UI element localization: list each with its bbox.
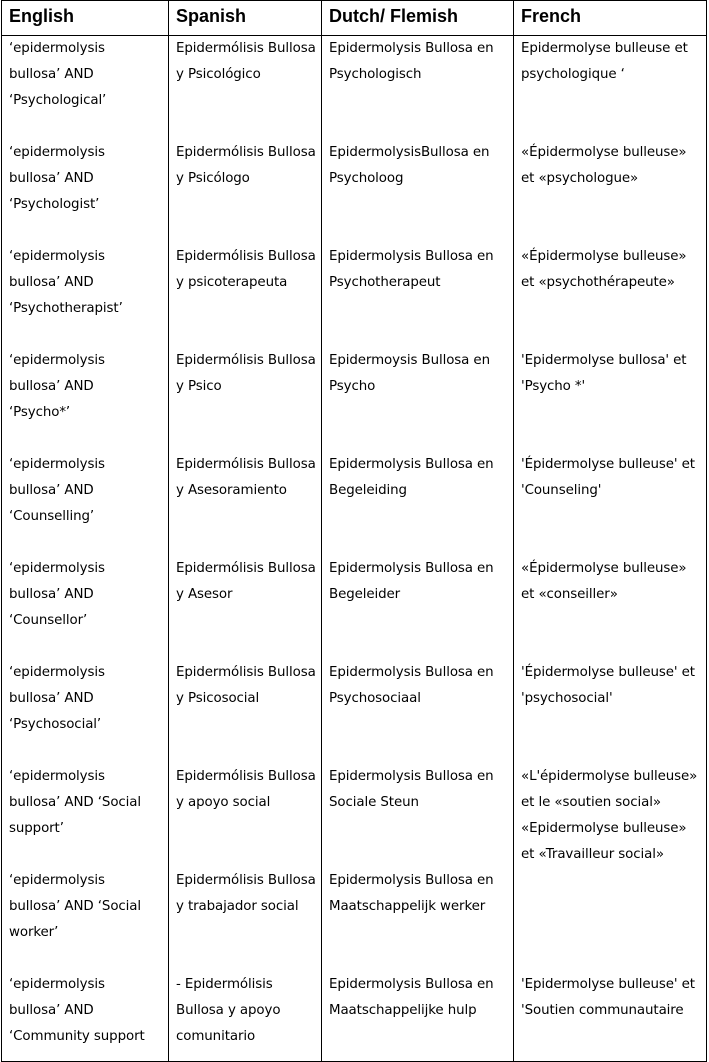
cell-dutch-flemish: [322, 36, 514, 140]
cell-line: Epidermolysis Bullosa en: [329, 560, 494, 576]
header-english: English: [2, 1, 169, 36]
cell-english: [2, 556, 169, 660]
cell-line: Psycholoog: [329, 170, 404, 186]
cell-line: Begeleiding: [329, 482, 407, 498]
cell-dutch-flemish: [322, 452, 514, 556]
cell-line: ‘Counselling’: [9, 508, 95, 524]
cell-french: [514, 244, 707, 348]
cell-line: et le «soutien social»: [521, 794, 661, 810]
cell-line: support’: [9, 820, 64, 836]
cell-line: Epidermolysis Bullosa en: [329, 768, 494, 784]
cell-line: Psychosociaal: [329, 690, 421, 706]
cell-line: Psychotherapeut: [329, 274, 441, 290]
cell-line: y Asesor: [176, 586, 233, 602]
cell-line: Epidermólisis Bullosa: [176, 872, 316, 888]
cell-line: y psicoterapeuta: [176, 274, 288, 290]
cell-line: EpidermolysisBullosa en: [329, 144, 490, 160]
cell-line: Epidermólisis Bullosa: [176, 352, 316, 368]
cell-line: Epidermólisis Bullosa: [176, 560, 316, 576]
cell-line: Maatschappelijke hulp: [329, 1002, 477, 1018]
cell-line: bullosa’ AND ‘Social: [9, 794, 142, 810]
cell-french: [514, 972, 707, 1062]
cell-line: y apoyo social: [176, 794, 271, 810]
cell-line: «Épidermolyse bulleuse»: [521, 144, 687, 160]
header-french: French: [514, 1, 707, 36]
cell-line: ‘Psycho*’: [9, 404, 71, 420]
cell-line: Epidermólisis Bullosa: [176, 456, 316, 472]
cell-line: «Epidermolyse bulleuse»: [521, 820, 687, 836]
cell-line: Epidermólisis Bullosa: [176, 144, 316, 160]
cell-english: [2, 348, 169, 452]
cell-line: Begeleider: [329, 586, 401, 602]
cell-french: [514, 556, 707, 660]
cell-english: [2, 140, 169, 244]
cell-french: [514, 36, 707, 140]
table-row: [2, 972, 707, 1062]
cell-line: 'Épidermolyse bulleuse' et: [521, 456, 695, 472]
cell-english: [2, 36, 169, 140]
cell-french: [514, 452, 707, 556]
cell-line: Epidermolysis Bullosa en: [329, 976, 494, 992]
cell-dutch-flemish: [322, 140, 514, 244]
cell-line: ‘Counsellor’: [9, 612, 88, 628]
cell-line: 'Epidermolyse bullosa' et: [521, 352, 687, 368]
cell-line: Psychologisch: [329, 67, 422, 82]
cell-english: [2, 868, 169, 972]
cell-dutch-flemish: [322, 660, 514, 764]
cell-line: Epidermólisis Bullosa: [176, 664, 316, 680]
cell-line: Sociale Steun: [329, 794, 419, 810]
cell-english: [2, 244, 169, 348]
cell-dutch-flemish: [322, 244, 514, 348]
header-dutch-flemish: Dutch/ Flemish: [322, 1, 514, 36]
cell-line: bullosa’ AND: [9, 690, 94, 706]
cell-line: 'Soutien communautaire: [521, 1002, 684, 1018]
cell-french: [514, 764, 707, 868]
cell-line: 'psychosocial': [521, 690, 613, 706]
table-row: [2, 764, 707, 868]
cell-dutch-flemish: [322, 868, 514, 972]
table-row: [2, 244, 707, 348]
cell-line: y Psico: [176, 378, 222, 394]
cell-line: et «Travailleur social»: [521, 846, 664, 862]
cell-line: et «psychothérapeute»: [521, 274, 675, 290]
cell-line: y trabajador social: [176, 898, 299, 914]
cell-spanish: [169, 140, 322, 244]
cell-line: ‘epidermolysis: [9, 768, 105, 784]
cell-line: et «conseiller»: [521, 586, 618, 602]
cell-line: ‘epidermolysis: [9, 560, 105, 576]
cell-line: bullosa’ AND ‘Social: [9, 898, 142, 914]
cell-line: bullosa’ AND: [9, 170, 94, 186]
cell-line: bullosa’ AND: [9, 274, 94, 290]
cell-line: ‘epidermolysis: [9, 872, 105, 888]
cell-line: Epidermoysis Bullosa en: [329, 352, 490, 368]
cell-english: [2, 764, 169, 868]
cell-dutch-flemish: [322, 348, 514, 452]
cell-english: [2, 452, 169, 556]
cell-line: 'Psycho *': [521, 378, 586, 394]
cell-line: Bullosa y apoyo: [176, 1002, 281, 1018]
cell-line: comunitario: [176, 1028, 256, 1044]
cell-spanish: [169, 972, 322, 1062]
cell-line: «Épidermolyse bulleuse»: [521, 248, 687, 264]
cell-line: ‘epidermolysis: [9, 248, 105, 264]
cell-line: - Epidermólisis: [176, 976, 273, 992]
cell-french: [514, 868, 707, 972]
cell-line: y Psicólogo: [176, 170, 250, 186]
cell-line: ‘Psychotherapist’: [9, 300, 123, 316]
cell-spanish: [169, 244, 322, 348]
cell-line: ‘epidermolysis: [9, 41, 105, 56]
cell-spanish: [169, 556, 322, 660]
cell-line: «Épidermolyse bulleuse»: [521, 560, 687, 576]
cell-line: ‘Psychologist’: [9, 196, 100, 212]
cell-line: ‘epidermolysis: [9, 664, 105, 680]
cell-line: bullosa’ AND: [9, 67, 94, 82]
cell-line: psychologique ‘: [521, 67, 625, 82]
cell-spanish: [169, 764, 322, 868]
cell-dutch-flemish: [322, 764, 514, 868]
cell-dutch-flemish: [322, 556, 514, 660]
cell-line: y Psicosocial: [176, 690, 260, 706]
cell-line: ‘Psychosocial’: [9, 716, 102, 732]
header-row: [2, 1, 707, 36]
cell-english: [2, 660, 169, 764]
cell-line: bullosa’ AND: [9, 378, 94, 394]
cell-line: y Psicológico: [176, 67, 261, 82]
cell-spanish: [169, 452, 322, 556]
cell-french: [514, 660, 707, 764]
cell-line: bullosa’ AND: [9, 482, 94, 498]
table-row: [2, 868, 707, 972]
cell-line: Maatschappelijk werker: [329, 898, 486, 914]
table-row: [2, 140, 707, 244]
cell-line: worker’: [9, 924, 59, 940]
cell-line: ‘epidermolysis: [9, 976, 105, 992]
cell-line: ‘Psychological’: [9, 93, 107, 108]
cell-line: Epidermolysis Bullosa en: [329, 664, 494, 680]
cell-line: ‘epidermolysis: [9, 352, 105, 368]
cell-line: Epidermólisis Bullosa: [176, 248, 316, 264]
cell-line: Epidermolysis Bullosa en: [329, 456, 494, 472]
cell-line: et «psychologue»: [521, 170, 639, 186]
cell-line: Epidermolysis Bullosa en: [329, 248, 494, 264]
table-row: [2, 556, 707, 660]
cell-line: Epidermólisis Bullosa: [176, 41, 316, 56]
cell-line: y Asesoramiento: [176, 482, 287, 498]
cell-line: Epidermólisis Bullosa: [176, 768, 316, 784]
cell-french: [514, 348, 707, 452]
cell-line: ‘epidermolysis: [9, 144, 105, 160]
cell-line: 'Epidermolyse bulleuse' et: [521, 976, 695, 992]
cell-line: Psycho: [329, 378, 376, 394]
search-terms-table: [1, 0, 707, 1062]
cell-line: 'Épidermolyse bulleuse' et: [521, 664, 695, 680]
table-row: [2, 660, 707, 764]
table-row: [2, 348, 707, 452]
cell-spanish: [169, 868, 322, 972]
cell-line: bullosa’ AND: [9, 586, 94, 602]
cell-english: [2, 972, 169, 1062]
cell-spanish: [169, 36, 322, 140]
cell-line: ‘Community support: [9, 1028, 145, 1044]
cell-dutch-flemish: [322, 972, 514, 1062]
cell-spanish: [169, 348, 322, 452]
header-spanish: Spanish: [169, 1, 322, 36]
cell-line: «L'épidermolyse bulleuse»: [521, 768, 698, 784]
table-row: [2, 452, 707, 556]
cell-line: ‘epidermolysis: [9, 456, 105, 472]
cell-spanish: [169, 660, 322, 764]
cell-line: Epidermolysis Bullosa en: [329, 41, 494, 56]
cell-french: [514, 140, 707, 244]
cell-line: 'Counseling': [521, 482, 602, 498]
cell-line: Epidermolyse bulleuse et: [521, 41, 688, 56]
table-row: [2, 36, 707, 140]
cell-line: bullosa’ AND: [9, 1002, 94, 1018]
cell-line: Epidermolysis Bullosa en: [329, 872, 494, 888]
